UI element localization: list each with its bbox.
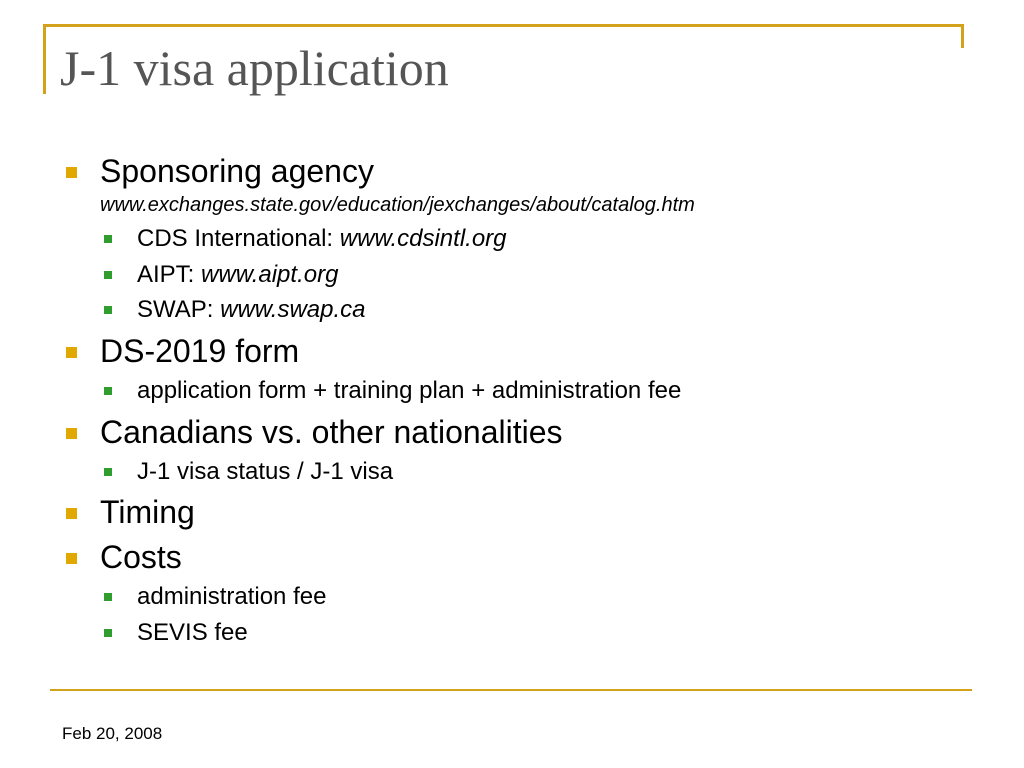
sub-bullet-label: J-1 visa status / J-1 visa [137,457,394,485]
sub-bullet-sevis-fee [62,619,982,648]
square-bullet-icon [104,271,112,279]
sub-bullet-swap [62,296,982,325]
aipt-url: www.aipt.org [201,260,339,288]
swap-url: www.swap.ca [220,296,366,324]
square-bullet-icon [104,306,112,314]
bullet-timing [62,494,982,531]
sub-bullet-admin-fee [62,583,982,612]
frame-top-accent [43,24,964,27]
square-bullet-icon [104,387,112,395]
catalog-url: www.exchanges.state.gov/education/jexchanges/about/catalog.htm [100,193,695,216]
sub-bullet-label: CDS International: [137,224,340,252]
sub-bullet-label: application form + training plan + administration fee [137,376,682,404]
bullet-text: DS-2019 form [100,333,300,370]
sub-bullet-label: administration fee [137,582,327,610]
bullet-text: Timing [100,494,195,531]
bullet-text: Sponsoring agency [100,153,374,189]
sub-bullet-label: SWAP: [137,296,221,324]
footer-date: Feb 20, 2008 [62,724,163,743]
slide-title: J-1 visa application [60,40,449,96]
square-bullet-icon [104,593,112,601]
sub-bullet-application-form [62,377,982,406]
bullet-text: Canadians vs. other nationalities [100,413,563,450]
square-bullet-icon [66,428,77,439]
sub-bullet-cds [62,225,982,254]
frame-right-accent [961,24,964,48]
bullet-sponsoring-agency [62,153,982,218]
bullet-text: Costs [100,539,182,576]
square-bullet-icon [66,347,77,358]
frame-left-accent [43,24,46,94]
footer-rule [50,689,972,691]
sub-bullet-label: SEVIS fee [137,618,248,646]
bullet-costs [62,539,982,576]
square-bullet-icon [66,553,77,564]
bullet-list [62,153,982,648]
square-bullet-icon [66,508,77,519]
cds-url: www.cdsintl.org [339,224,507,252]
bullet-canadians-vs-others [62,414,982,451]
square-bullet-icon [66,167,77,178]
sub-bullet-aipt [62,261,982,290]
bullet-ds2019-form [62,333,982,370]
square-bullet-icon [104,629,112,637]
sub-bullet-visa-status [62,458,982,487]
square-bullet-icon [104,235,112,243]
sub-bullet-label: AIPT: [137,260,202,288]
square-bullet-icon [104,468,112,476]
